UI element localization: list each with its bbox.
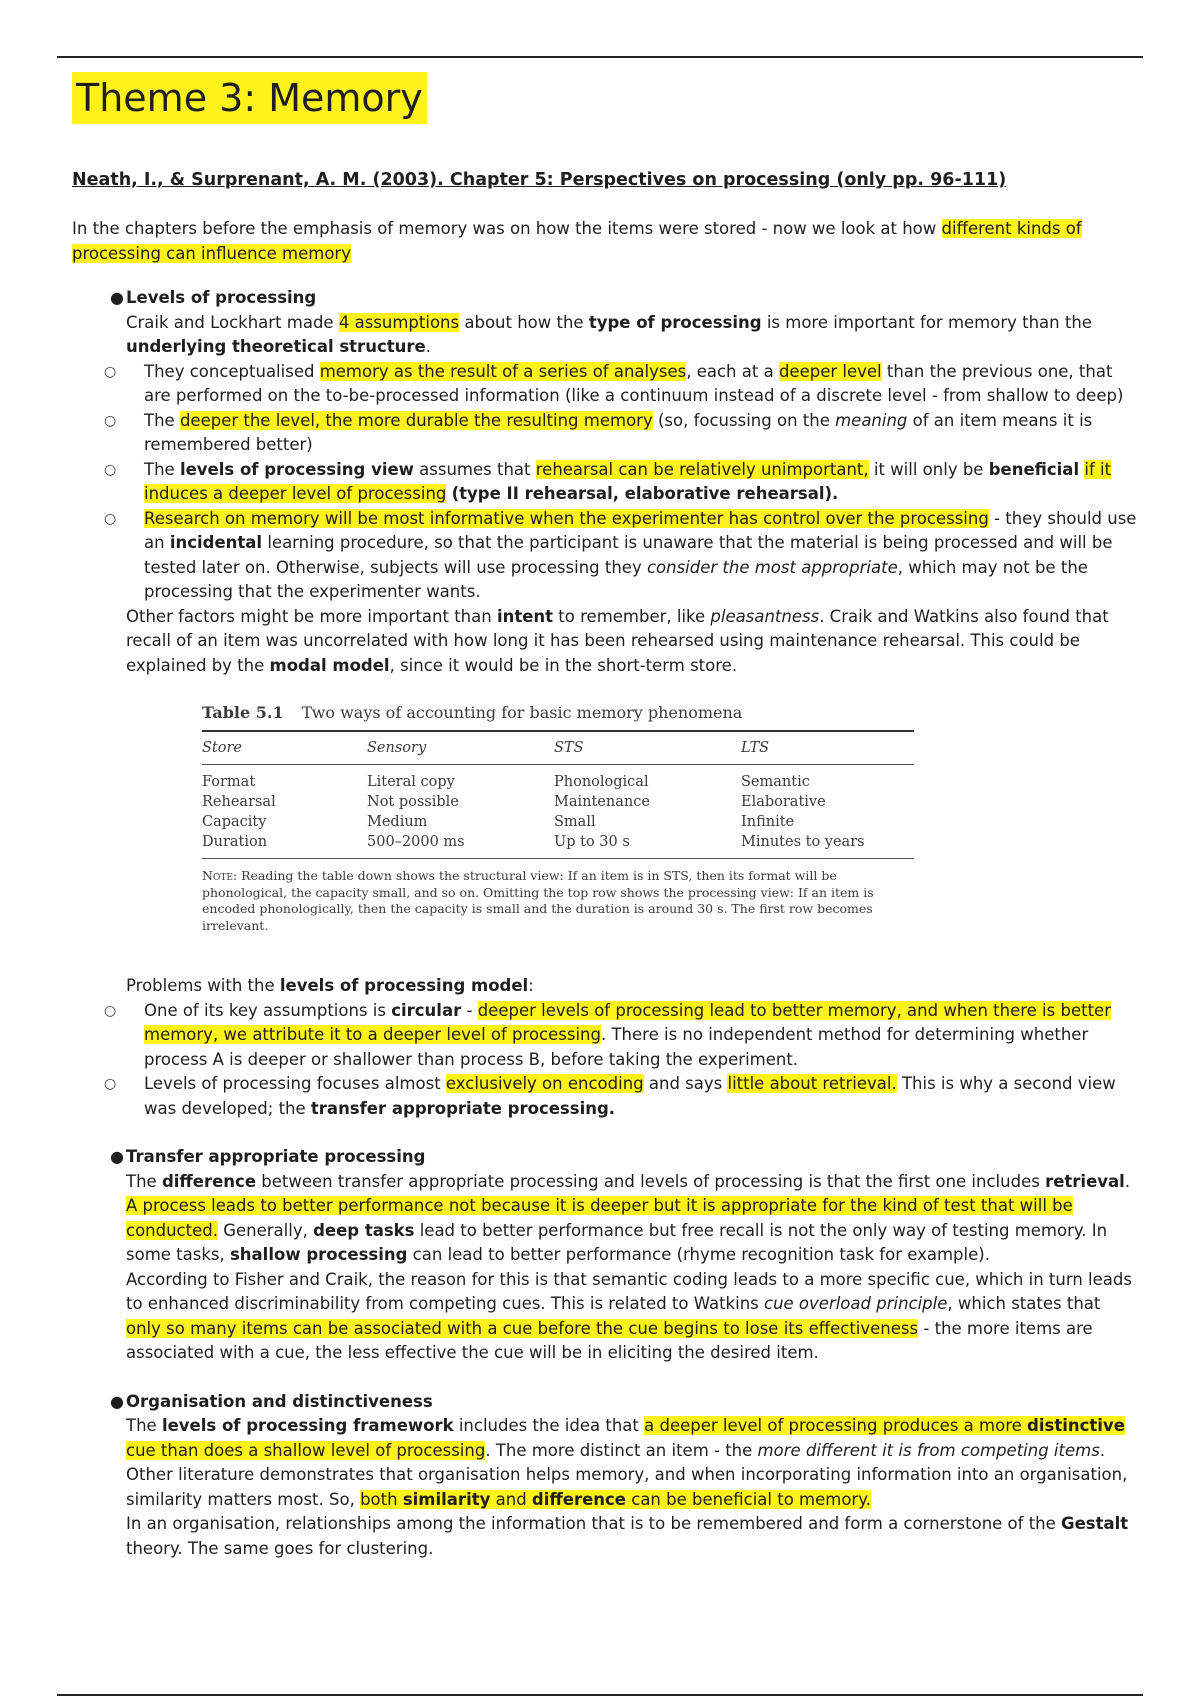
table-caption: Table 5.1 Two ways of accounting for basic memory phenomena [202, 703, 743, 722]
circle-bullet-icon: ○ [104, 1076, 117, 1092]
section-heading: Levels of processing [126, 288, 317, 307]
memory-table [202, 702, 914, 934]
list-item: ○ They conceptualised memory as the result of a series of analyses, each at a deeper level than the previous one, that are performed on the to-be-processed information (like a continuum instead of a discrete level - from shallow to deep) [104, 361, 1124, 405]
circle-bullet-icon: ○ [104, 412, 117, 429]
list-item: ○ The deeper the level, the more durable the resulting memory (so, focussing on the meaning of an item means it is remembered better) [104, 410, 1093, 454]
paragraph: Craik and Lockhart made 4 assumptions about how the type of processing is more important for memory than the underlying theoretical structure. [126, 312, 1092, 356]
section-heading: Organisation and distinctiveness [126, 1391, 433, 1411]
bottom-rule [57, 1694, 1143, 1696]
reference-citation: Neath, I., & Surprenant, A. M. (2003). Chapter 5: Perspectives on processing (only pp. 96-111) [72, 170, 1007, 190]
paragraph: In an organisation, relationships among the information that is to be remembered and form a cornerstone of the Gestalt theory. The same goes for clustering. [126, 1514, 1129, 1558]
top-rule [57, 56, 1143, 58]
table-rule [202, 858, 914, 859]
table-body [202, 765, 914, 858]
paragraph: The difference between transfer appropriate processing and levels of processing is that the first one includes retrieval. A process leads to better performance not because it is deeper but it is appropriate for the kind of test that will be conducted. Generally, deep tasks lead to better performance but free recall is not the only way of testing memory. In some tasks, shallow processing can lead to better performance (rhyme recognition task for example). [126, 1171, 1131, 1264]
circle-bullet-icon: ○ [104, 363, 117, 380]
paragraph: According to Fisher and Craik, the reason for this is that semantic coding leads to a more specific cue, which in turn leads to enhanced discriminability from competing cues. This is related to Watkins cue overload principle, which states that only so many items can be associated with a cue before the cue begins to lose its effectiveness - the more items are associated with a cue, the less effective the cue will be in eliciting the desired item. [126, 1269, 1132, 1362]
circle-bullet-icon: ○ [104, 1002, 117, 1019]
bullet-icon: ● [110, 1391, 124, 1411]
page-title: Theme 3: Memory [72, 72, 427, 124]
section-levels-of-processing [72, 286, 1140, 1121]
section-transfer-appropriate-processing [72, 1145, 1140, 1366]
intro-paragraph: In the chapters before the emphasis of memory was on how the items were stored - now we look at how different kinds of processing can influence memory [72, 219, 1082, 263]
paragraph: The levels of processing framework includes the idea that a deeper level of processing produces a more distinctive cue than does a shallow level of processing. The more distinct an item - the more different it is from competing items. Other literature demonstrates that organisation helps memory, and when incorporating information into an organisation, similarity matters most. So, both similarity and difference can be beneficial to memory. [126, 1416, 1128, 1509]
circle-bullet-icon: ○ [104, 461, 117, 478]
paragraph: Other factors might be more important than intent to remember, like pleasantness. Craik and Watkins also found that recall of an item was uncorrelated with how long it has been rehearsed using maintenance rehearsal. This could be explained by the modal model, since it would be in the short-term store. [126, 606, 1109, 675]
table-row: Rehearsal Not possible Maintenance Elaborative [202, 794, 826, 810]
table-note: Note: Reading the table down shows the structural view: If an item is in STS, then its format will be phonological, the capacity small, and so on. Omitting the top row shows the processing view: If an item is encoded phonologically, then the capacity is small and the duration is around 30 s. The first row becomes irrelevant. [202, 868, 874, 933]
bullet-icon: ● [110, 288, 124, 307]
list-item: ○ Levels of processing focuses almost exclusively on encoding and says little about retrieval. This is why a second view was developed; the transfer appropriate processing. [104, 1074, 1116, 1118]
table-row: Capacity Medium Small Infinite [202, 814, 795, 830]
paragraph: Problems with the levels of processing model: [126, 976, 534, 995]
table-row: Format Literal copy Phonological Semantic [202, 774, 810, 790]
circle-bullet-icon: ○ [104, 510, 117, 527]
list-item: ○ One of its key assumptions is circular - deeper levels of processing lead to better memory, and when there is better memory, we attribute it to a deeper level of processing. There is no independent method for determining whether process A is deeper or shallower than process B, before taking the experiment. [104, 1000, 1111, 1069]
bullet-icon: ● [110, 1147, 124, 1166]
document-page [72, 68, 1140, 1561]
list-item: ○ Research on memory will be most informative when the experimenter has control over the processing - they should use an incidental learning procedure, so that the participant is unaware that the material is being processed and will be tested later on. Otherwise, subjects will use processing they consider the most appropriate, which may not be the processing that the experimenter wants. [104, 508, 1137, 601]
list-item: ○ The levels of processing view assumes that rehearsal can be relatively unimportant, it will only be beneficial if it induces a deeper level of processing (type II rehearsal, elaborative rehearsal). [104, 459, 1112, 503]
table-row: Duration 500–2000 ms Up to 30 s Minutes to years [202, 834, 865, 850]
section-heading: Transfer appropriate processing [126, 1147, 426, 1166]
section-organisation-and-distinctiveness [72, 1390, 1140, 1562]
table-header-row: Store Sensory STS LTS [202, 740, 770, 756]
